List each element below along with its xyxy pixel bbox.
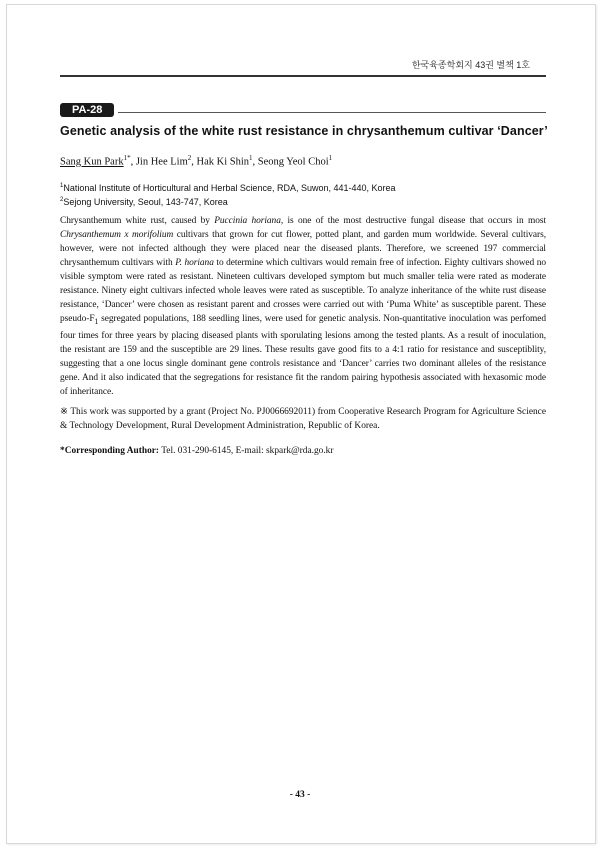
author-name: Sang Kun Park [60,156,124,168]
affiliation [60,180,550,194]
running-head: 한국육종학회지 43권 별책 1호 [411,60,530,70]
author-name: Seong Yeol Choi [257,156,329,168]
abstract-text: to determine which cultivars would remain free of infection. Eighty cultivars showed no visible symptom were rated as resistant. Nineteen cultivars developed symptom but much smaller telia were rated as moderate resistance. Ninety eight cultivars infected whole leaves were rated as susceptible. To analyze inheritance of the white rust disease resistance, ‘Dancer’ were chosen as resistant parent and crosses were carried out with ‘Puma White’ as susceptible parent. These pseudo-F [60,258,546,324]
author-list: Sang Kun Park$^{1*}$, Jin Hee Lim$^2$, Hak Ki Shin$^1$, Seong Yeol Choi$^1$ [60,154,333,168]
species-name: Chrysanthemum x morifolium [60,230,174,240]
affiliation-text: Sejong University, Seoul, 143-747, Korea [63,197,228,207]
affiliation-mark: 2 [60,197,64,203]
abstract-text: , is one of the most destructive fungal disease that occurs in most [280,216,546,226]
corresponding-author [60,444,546,458]
abstract-text: segregated populations, 188 seedling lines, were used for genetic analysis. Non-quantitative inoculation was perfomed four times for three years by placing diseased plants with sporulating lesions among the tested plants. As a result of inoculation, the resistant are 159 and the susceptible are 29 lines. These results gave good fits to a 4:1 ratio for resistance and susceptiblity, suggesting that a one locus single dominant gene controls resistance and ‘Dancer’ carries two dominant alleles of the resistance gene. And it also indicated that the segregations for resistance fit the random pairing hypothesis associated with hexasomic mode of inheritance. [60,314,546,397]
contact-details: Tel. 031-290-6145, E-mail: skpark@rda.go.kr [159,446,334,456]
affiliation-mark: 1 [60,183,64,189]
funding-note: ※ This work was supported by a grant (Project No. PJ0066692011) from Cooperative Research Program for Agriculture Science & Technology Development, Rural Development Administration, Republic of Korea. [60,407,546,431]
abstract-text: cultivars that grown for cut flower, potted plant, and garden mum worldwide. Several cultivars, however, were not infected although they were placed near the diseased plants. Therefore, we screened 197 commercial chrysanthemum cultivars with [60,230,546,268]
affiliation [60,194,550,208]
author-name: Hak Ki Shin [196,156,249,168]
paper-title: Genetic analysis of the white rust resistance in chrysanthemum cultivar ‘Dancer’ [60,124,548,138]
abstract-text: Chrysanthemum white rust, caused by [60,216,215,226]
abstract-body [60,214,546,399]
page-number: - 43 - [289,790,311,800]
affiliation-list [60,180,550,208]
author-affiliation-mark: 1* [123,154,131,162]
author-affiliation-mark: 1 [328,154,333,162]
badge-rule [118,112,546,113]
corresponding-label: *Corresponding Author: [60,446,160,456]
affiliation-text: National Institute of Horticultural and Herbal Science, RDA, Suwon, 441-440, Korea [63,183,396,193]
species-name: Puccinia horiana [214,216,281,226]
header-rule [60,75,546,77]
species-name: P. horiana [175,258,214,268]
author-affiliation-mark: 1 [249,154,253,162]
author-affiliation-mark: 2 [187,154,192,162]
author-name: Jin Hee Lim [135,156,188,168]
abstract-code-badge: PA-28 [60,103,114,117]
subscript: 1 [94,316,99,326]
